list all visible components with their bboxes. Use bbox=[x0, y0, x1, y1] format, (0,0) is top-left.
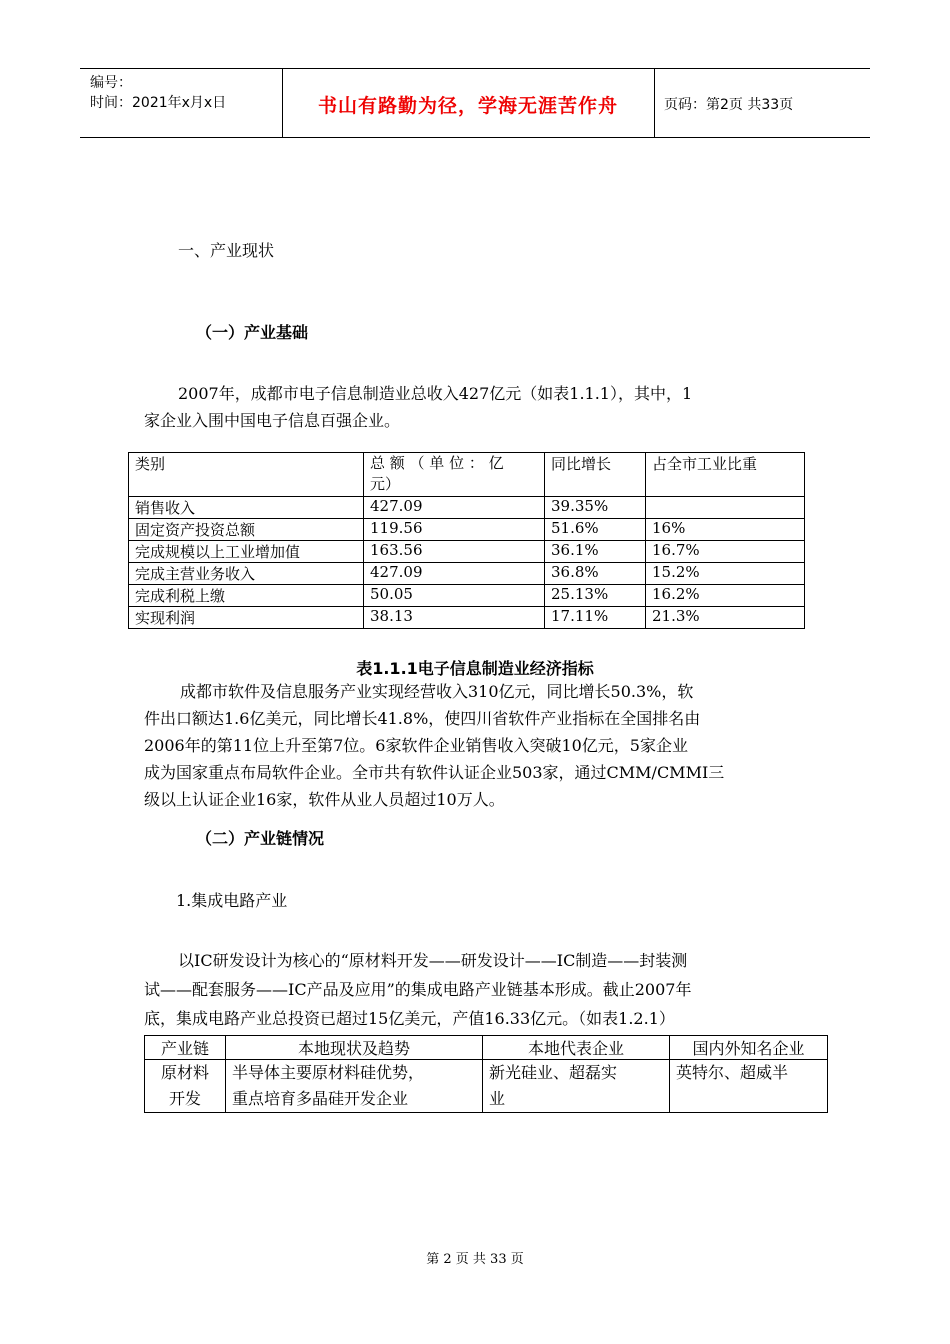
table-header-cell: 占全市工业比重 bbox=[646, 453, 805, 497]
table-cell: 17.11% bbox=[545, 607, 646, 629]
ic-chain-table bbox=[144, 1035, 828, 1113]
intro-paragraph bbox=[144, 380, 814, 434]
table-cell: 50.05 bbox=[364, 585, 545, 607]
paragraph-line: 2007年，成都市电子信息制造业总收入427亿元（如表1.1.1），其中，1 bbox=[178, 384, 693, 403]
table-cell: 51.6% bbox=[545, 519, 646, 541]
table-cell: 38.13 bbox=[364, 607, 545, 629]
economic-indicators-table bbox=[128, 452, 805, 629]
header-motto: 书山有路勤为径，学海无涯苦作舟 bbox=[317, 95, 618, 117]
table-cell: 16.2% bbox=[646, 585, 805, 607]
table-caption: 表1.1.1电子信息制造业经济指标 bbox=[356, 659, 594, 678]
table-cell: 15.2% bbox=[646, 563, 805, 585]
table-cell: 完成主营业务收入 bbox=[129, 563, 364, 585]
section-title: 一、产业现状 bbox=[178, 241, 275, 260]
table-cell: 119.56 bbox=[364, 519, 545, 541]
table-header-cell: 国内外知名企业 bbox=[670, 1036, 828, 1060]
header-line: 总 额 （ 单 位 ： 亿 bbox=[370, 454, 504, 472]
table-cell: 完成利税上缴 bbox=[129, 585, 364, 607]
table-cell: 销售收入 bbox=[129, 497, 364, 519]
table-cell: 英特尔、超威半 bbox=[670, 1060, 828, 1113]
cell-line: 业 bbox=[489, 1089, 506, 1108]
table-row bbox=[129, 563, 805, 585]
paragraph-line: 底，集成电路产业总投资已超过15亿美元，产值16.33亿元。（如表1.2.1） bbox=[144, 1009, 675, 1028]
subsection-title: （一）产业基础 bbox=[196, 323, 309, 342]
cell-line: 重点培育多晶硅开发企业 bbox=[232, 1089, 409, 1108]
table-cell: 163.56 bbox=[364, 541, 545, 563]
paragraph-line: 2006年的第11位上升至第7位。6家软件企业销售收入突破10亿元，5家企业 bbox=[144, 736, 688, 755]
subsection-title: （二）产业链情况 bbox=[196, 829, 325, 848]
table-cell: 427.09 bbox=[364, 497, 545, 519]
table-cell: 完成规模以上工业增加值 bbox=[129, 541, 364, 563]
ic-title: 1.集成电路产业 bbox=[176, 891, 288, 910]
table-row bbox=[129, 519, 805, 541]
table-cell bbox=[646, 497, 805, 519]
date-label: 时间：2021年x月x日 bbox=[90, 95, 227, 111]
table-row bbox=[129, 607, 805, 629]
header-meta bbox=[90, 73, 226, 113]
table-cell: 36.1% bbox=[545, 541, 646, 563]
table-header-cell: 本地代表企业 bbox=[483, 1036, 670, 1060]
header-page-info: 页码：第2页 共33页 bbox=[664, 97, 794, 113]
page-footer: 第 2 页 共 33 页 bbox=[426, 1252, 524, 1267]
table-cell bbox=[145, 1060, 226, 1113]
paragraph-line: 成都市软件及信息服务产业实现经营收入310亿元，同比增长50.3%，软 bbox=[180, 682, 694, 701]
paragraph-line: 试——配套服务——IC产品及应用”的集成电路产业链基本形成。截止2007年 bbox=[144, 980, 692, 999]
table-header-cell: 产业链 bbox=[145, 1036, 226, 1060]
table-row bbox=[129, 497, 805, 519]
header-divider bbox=[654, 69, 655, 137]
table-cell: 39.35% bbox=[545, 497, 646, 519]
paragraph-line: 件出口额达1.6亿美元，同比增长41.8%，使四川省软件产业指标在全国排名由 bbox=[144, 709, 701, 728]
table-header-cell bbox=[364, 453, 545, 497]
table-cell: 25.13% bbox=[545, 585, 646, 607]
table-header-cell: 同比增长 bbox=[545, 453, 646, 497]
table-cell bbox=[226, 1060, 483, 1113]
table-cell: 36.8% bbox=[545, 563, 646, 585]
table-header-cell: 类别 bbox=[129, 453, 364, 497]
table-header-row bbox=[145, 1036, 828, 1060]
cell-line: 半导体主要原材料硅优势， bbox=[232, 1063, 425, 1082]
page-header bbox=[80, 68, 870, 138]
paragraph-line: 成为国家重点布局软件企业。全市共有软件认证企业503家，通过CMM/CMMI三 bbox=[144, 763, 725, 782]
cell-line: 原材料 bbox=[160, 1063, 209, 1082]
table-row bbox=[145, 1060, 828, 1113]
paragraph-line: 级以上认证企业16家，软件从业人员超过10万人。 bbox=[144, 790, 505, 809]
ic-paragraph bbox=[144, 946, 814, 1033]
software-paragraph bbox=[144, 678, 814, 813]
table-cell: 427.09 bbox=[364, 563, 545, 585]
table-cell: 21.3% bbox=[646, 607, 805, 629]
table-header-cell: 本地现状及趋势 bbox=[226, 1036, 483, 1060]
table-cell: 实现利润 bbox=[129, 607, 364, 629]
serial-label: 编号： bbox=[90, 75, 132, 91]
cell-line: 开发 bbox=[168, 1089, 201, 1108]
table-header-row bbox=[129, 453, 805, 497]
table-cell: 16% bbox=[646, 519, 805, 541]
table-row bbox=[129, 585, 805, 607]
cell-line: 新光硅业、超磊实 bbox=[489, 1063, 618, 1082]
table-cell: 固定资产投资总额 bbox=[129, 519, 364, 541]
table-cell: 16.7% bbox=[646, 541, 805, 563]
header-line: 元） bbox=[370, 475, 401, 493]
table-cell bbox=[483, 1060, 670, 1113]
table-row bbox=[129, 541, 805, 563]
paragraph-line: 家企业入围中国电子信息百强企业。 bbox=[144, 411, 401, 430]
paragraph-line: 以IC研发设计为核心的“原材料开发——研发设计——IC制造——封装测 bbox=[178, 951, 688, 970]
